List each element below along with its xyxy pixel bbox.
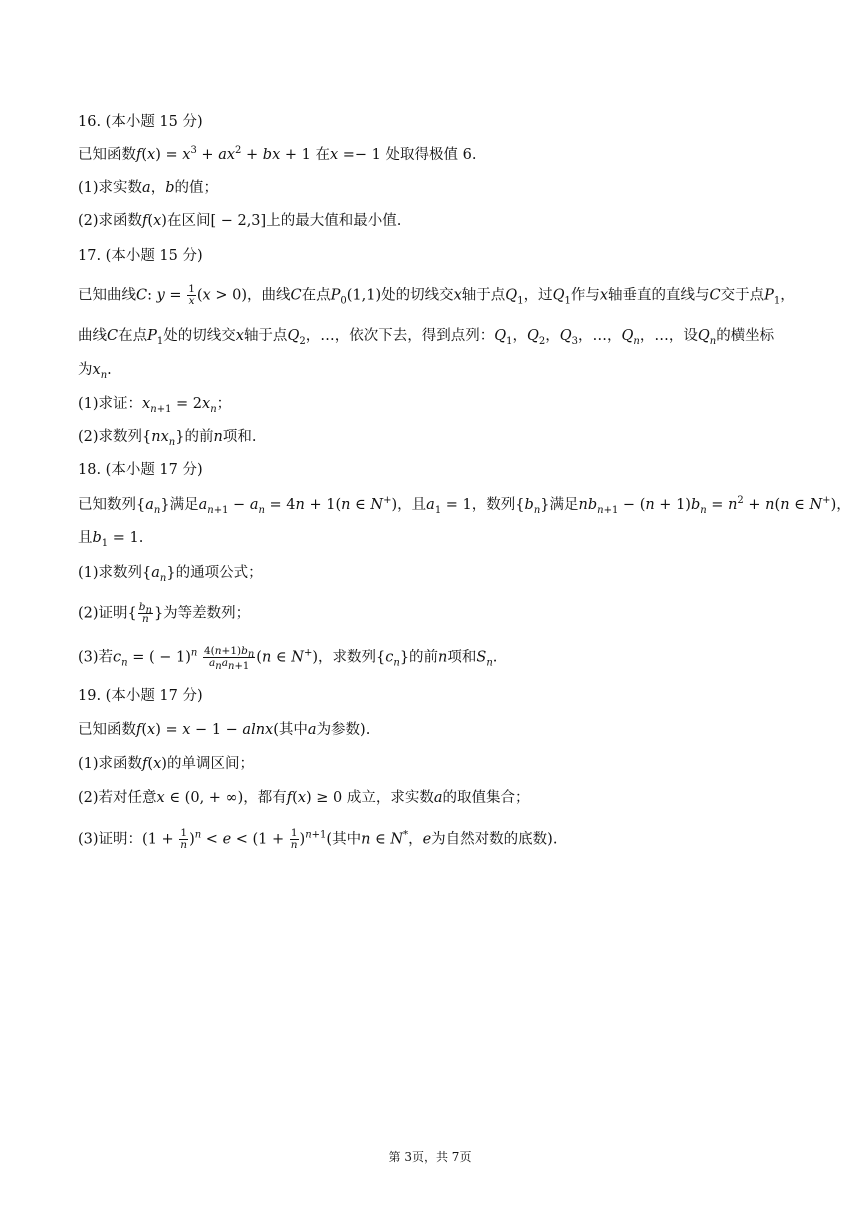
fraction-1-over-n-2: $\frac{1}{n}$: [290, 827, 298, 851]
fraction-1-over-x: $\frac{1}{x}$: [188, 283, 195, 307]
q17-stem-line1: 已知曲线C: y = $\frac{1}{x}$ (x > 0)，曲线C在点$P_0(1,1)$处的切线交x轴于点$Q_1$，过$Q_1$作与x轴垂直的直线与C交于点$P_1$，: [78, 283, 795, 307]
q16-part2: (2)求函数f(x)在区间[ − 2,3]上的最大值和最小值.: [78, 213, 402, 229]
q19-part3: (3)证明：(1 + $\frac{1}{n}$ )$^n$ < e < (1 + $\frac{1}{n}$ )$^{n+1}$(其中n ∈ N*，e为自然对数的底数).: [78, 827, 558, 851]
q16-part1: (1)求实数a，b的值；: [78, 180, 218, 196]
fraction-cn: $\frac{4(n+1)b_n}{a_na_{n+1}}$: [203, 645, 255, 673]
fraction-1-over-n: $\frac{1}{n}$: [180, 827, 188, 851]
q17-part2: (2)求数列$\{nx_n\}$的前n项和.: [78, 429, 257, 448]
q17-stem-line2: 曲线C在点$P_1$处的切线交x轴于点$Q_2$，…，依次下去，得到点列：$Q_1$，$Q_2$，$Q_3$，…，$Q_n$，…，设$Q_n$的横坐标: [78, 328, 775, 347]
q17-part1: (1)求证：$x_{n+1} = 2x_n$；: [78, 396, 232, 415]
q18-stem-line2: 且$b_1 = 1$.: [78, 530, 144, 549]
q19-header: 19. (本小题 17 分): [78, 688, 203, 704]
q16-header: 16. (本小题 15 分): [78, 114, 203, 130]
page-number-footer: 第 3页，共 7页: [388, 1150, 472, 1164]
q19-part2: (2)若对任意x ∈ (0, + ∞)，都有f(x) ≥ 0 成立，求实数a的取值集合；: [78, 790, 530, 806]
q19-stem: 已知函数f(x) = x − 1 − alnx(其中a为参数).: [78, 722, 371, 738]
q18-part3: (3)若$c_n$ = ( − 1)$^n$ $\frac{4(n+1)b_n}{a_na_{n+1}}$ (n ∈ N+)，求数列$\{c_n\}$的前n项和$S_n$.: [78, 645, 498, 673]
q19-part1: (1)求函数f(x)的单调区间；: [78, 756, 254, 772]
q18-stem-line1: 已知数列$\{a_n\}$满足$a_{n+1} - a_n = 4n + 1(n$ ∈ N+)，且$a_1 = 1$，数列$\{b_n\}$满足$nb_{n+1} - (n + 1)b_n = n^2 + n(n$ ∈ N+)，: [78, 495, 851, 516]
q17-stem-line3: 为$x_n$.: [78, 362, 112, 381]
q18-part2: (2)证明{ $\frac{b_n}{n}$ }为等差数列；: [78, 601, 251, 625]
q18-header: 18. (本小题 17 分): [78, 462, 203, 478]
fraction-bn-over-n: $\frac{b_n}{n}$: [138, 601, 152, 625]
q16-stem: 已知函数$f(x) = x^3 + ax^2$ + bx + 1 在x =− 1 处取得极值 6.: [78, 145, 477, 163]
q18-part1: (1)求数列$\{a_n\}$的通项公式；: [78, 565, 263, 584]
q17-header: 17. (本小题 15 分): [78, 248, 203, 264]
